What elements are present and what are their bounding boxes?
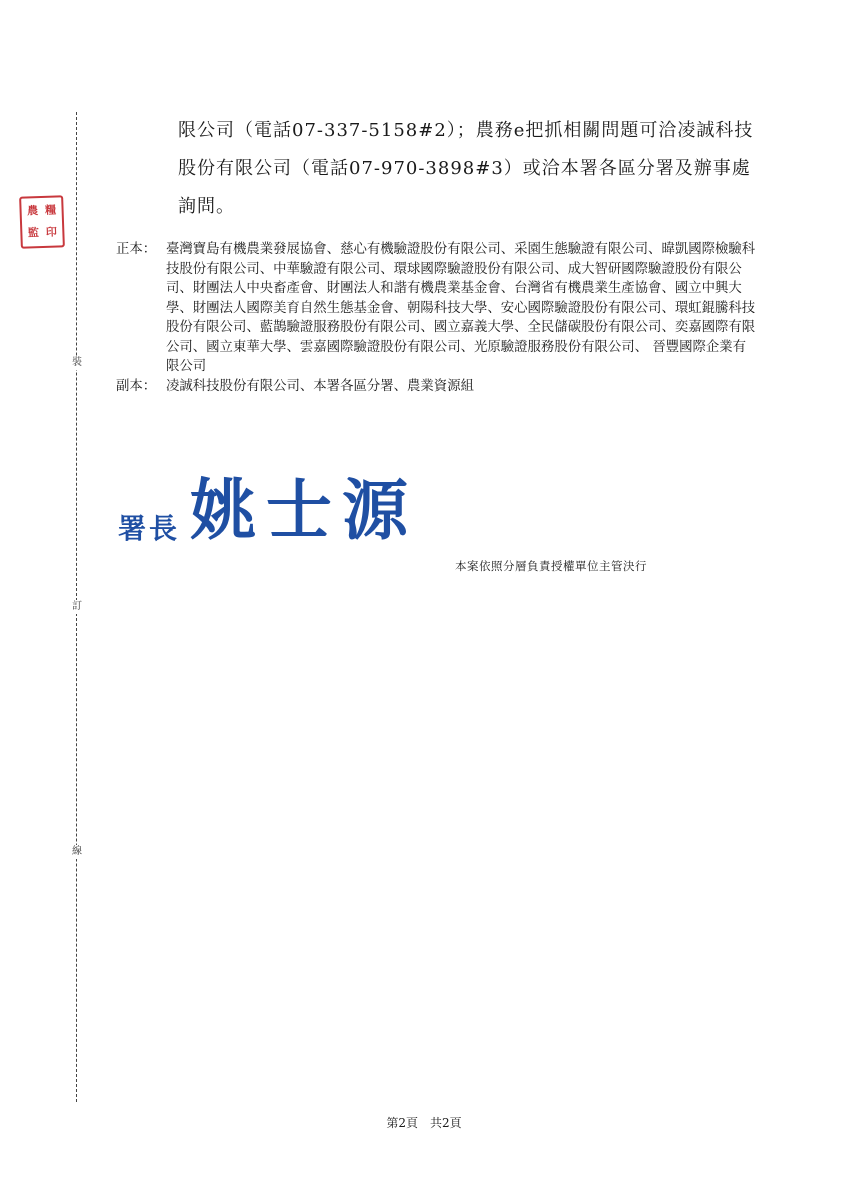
- main-recipients-label: 正本：: [116, 242, 157, 257]
- signature-block: [118, 472, 419, 549]
- signature-name: 姚士源: [190, 472, 419, 549]
- signature-title: 署長: [118, 512, 181, 545]
- seal-char: 糧: [44, 203, 57, 217]
- seal-char: 農: [26, 204, 39, 218]
- binding-mark-xian: 線: [68, 845, 86, 859]
- main-recipients-text: 臺灣寶島有機農業發展協會、慈心有機驗證股份有限公司、采園生態驗證有限公司、暐凱國際檢驗科技股份有限公司、中華驗證有限公司、環球國際驗證股份有限公司、成大智研國際驗證股份有限公司、財團法人中央畜產會、財團法人和諧有機農業基金會、台灣省有機農業生產協會、國立中興大學、財團法人國際美育自然生態基金會、朝陽科技大學、安心國際驗證股份有限公司、環虹錕騰科技股份有限公司、藍鵲驗證服務股份有限公司、國立嘉義大學、全民儲碳股份有限公司、奕嘉國際有限公司、國立東華大學、雲嘉國際驗證股份有限公司、光原驗證服務股份有限公司、 晉豐國際企業有限公司: [166, 242, 756, 374]
- distribution-list: [116, 240, 756, 396]
- seal-char: 印: [45, 225, 58, 239]
- page-number: 第2頁 共2頁: [386, 1116, 462, 1130]
- binding-mark-ding: 訂: [68, 600, 86, 614]
- binding-mark-zhuang: 裝: [68, 356, 86, 370]
- body-paragraph: 限公司（電話07-337-5158#2）；農務e把抓相關問題可洽凌誠科技股份有限公司（電話07-970-3898#3）或洽本署各區分署及辦事處詢問。: [178, 120, 754, 217]
- copy-recipients-row: [116, 377, 756, 397]
- copy-recipients-text: 凌誠科技股份有限公司、本署各區分署、農業資源組: [166, 378, 474, 394]
- seal-char: 監: [27, 226, 40, 240]
- copy-recipients-label: 副本：: [116, 378, 157, 394]
- delegation-note: 本案依照分層負責授權單位主管決行: [455, 559, 647, 573]
- official-seal-stamp: [19, 195, 65, 249]
- main-recipients-row: [116, 240, 756, 377]
